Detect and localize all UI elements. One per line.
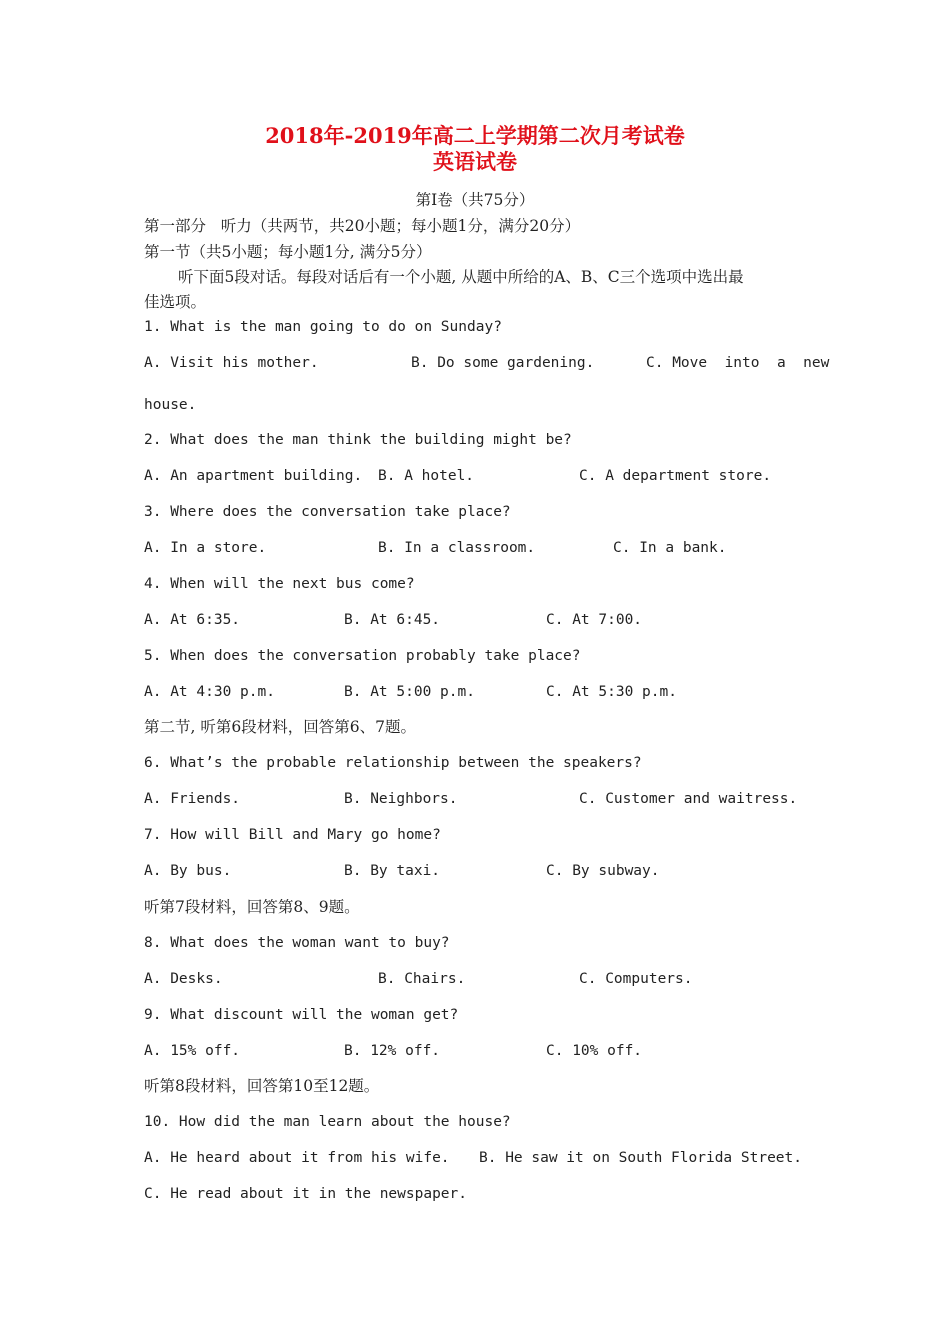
part-heading: 第一部分 听力（共两节，共20小题；每小题1分，满分20分） xyxy=(144,217,581,235)
option-b: B. Chairs. xyxy=(378,971,466,987)
option-c: C. At 5:30 p.m. xyxy=(546,684,677,700)
exam-subtitle: 英语试卷 xyxy=(433,149,517,174)
option-c: C. By subway. xyxy=(546,863,660,879)
option-a: A. Friends. xyxy=(144,791,241,807)
option-c: C. He read about it in the newspaper. xyxy=(144,1186,468,1202)
option-a: A. In a store. xyxy=(144,540,267,556)
option-a: A. At 4:30 p.m. xyxy=(144,684,275,700)
option-c: C. Move into a new xyxy=(646,355,830,371)
section-note: 第二节, 听第6段材料，回答第6、7题。 xyxy=(144,718,416,736)
option-c: C. In a bank. xyxy=(613,540,727,556)
question-stem: 10. How did the man learn about the house? xyxy=(144,1114,511,1130)
section-note: 听第8段材料，回答第10至12题。 xyxy=(144,1077,380,1095)
option-a: A. 15% off. xyxy=(144,1043,241,1059)
option-b: B. Do some gardening. xyxy=(411,355,595,371)
volume-title: 第Ⅰ卷（共75分） xyxy=(415,191,535,209)
option-a: A. He heard about it from his wife. xyxy=(144,1150,450,1166)
option-b: B. In a classroom. xyxy=(378,540,536,556)
section-heading: 第一节（共5小题；每小题1分, 满分5分） xyxy=(144,243,432,261)
instruction-line-2: 佳选项。 xyxy=(144,293,207,311)
question-stem: 8. What does the woman want to buy? xyxy=(144,935,450,951)
option-b: B. At 5:00 p.m. xyxy=(344,684,475,700)
option-b: B. By taxi. xyxy=(344,863,441,879)
option-a: A. At 6:35. xyxy=(144,612,241,628)
option-b: B. 12% off. xyxy=(344,1043,441,1059)
question-stem: 7. How will Bill and Mary go home? xyxy=(144,827,441,843)
option-b: B. At 6:45. xyxy=(344,612,441,628)
question-stem: 6. What’s the probable relationship between the speakers? xyxy=(144,755,642,771)
question-stem: 2. What does the man think the building might be? xyxy=(144,432,572,448)
option-c: C. 10% off. xyxy=(546,1043,643,1059)
instruction-line-1: 听下面5段对话。每段对话后有一个小题, 从题中所给的A、B、C三个选项中选出最 xyxy=(178,268,744,286)
option-b: B. Neighbors. xyxy=(344,791,458,807)
option-a: A. An apartment building. xyxy=(144,468,363,484)
option-continuation: house. xyxy=(144,397,197,413)
section-note: 听第7段材料，回答第8、9题。 xyxy=(144,898,360,916)
exam-title: 2018年-2019年高二上学期第二次月考试卷 xyxy=(265,123,685,148)
option-a: A. Desks. xyxy=(144,971,223,987)
option-c: C. At 7:00. xyxy=(546,612,643,628)
option-b: B. A hotel. xyxy=(378,468,475,484)
question-stem: 5. When does the conversation probably take place? xyxy=(144,648,581,664)
question-stem: 3. Where does the conversation take place? xyxy=(144,504,511,520)
option-c: C. Customer and waitress. xyxy=(579,791,798,807)
question-stem: 4. When will the next bus come? xyxy=(144,576,415,592)
option-a: A. Visit his mother. xyxy=(144,355,319,371)
option-a: A. By bus. xyxy=(144,863,232,879)
option-c: C. Computers. xyxy=(579,971,693,987)
question-stem: 9. What discount will the woman get? xyxy=(144,1007,459,1023)
question-stem: 1. What is the man going to do on Sunday? xyxy=(144,319,502,335)
option-b: B. He saw it on South Florida Street. xyxy=(479,1150,803,1166)
option-c: C. A department store. xyxy=(579,468,772,484)
